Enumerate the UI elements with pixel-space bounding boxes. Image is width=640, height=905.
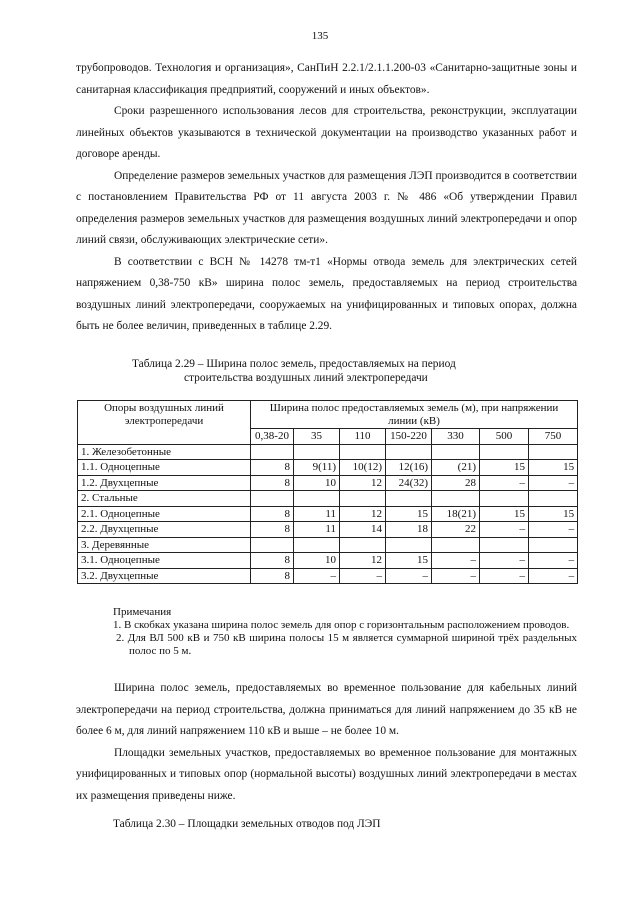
table-section-row [78, 537, 578, 553]
table-cell: (21) [432, 460, 480, 476]
table-cell [480, 491, 529, 507]
voltage-header: 35 [294, 429, 340, 445]
table-cell [294, 491, 340, 507]
table-cell: 8 [251, 568, 294, 584]
table-cell [340, 537, 386, 553]
table-cell: – [529, 553, 578, 569]
table-cell: 28 [432, 475, 480, 491]
paragraph: В соответствии с ВСН № 14278 тм-т1 «Нормы отвода земель для электрических сетей напряжением 0,38-750 кВ» ширина полос земель, предоставляемых на период строительства воздушных линий электропередачи, сооружаемых на унифицированных и типовых опорах, должна быть не более величин, приведенных в таблице 2.29. [76, 255, 577, 332]
table-cell: 15 [480, 460, 529, 476]
table-cell: 15 [386, 553, 432, 569]
table-cell: 14 [340, 522, 386, 538]
row-label: 3. Деревянные [78, 537, 251, 553]
table-cell [251, 444, 294, 460]
table-cell: 12 [340, 506, 386, 522]
table-caption [76, 357, 577, 385]
voltage-header: 150-220 [386, 429, 432, 445]
table-cell: 15 [529, 460, 578, 476]
row-label: 2.2. Двухцепные [78, 522, 251, 538]
table-cell: 10 [294, 553, 340, 569]
paragraph: Сроки разрешенного использования лесов для строительства, реконструкции, эксплуатации линейных объектов указываются в технической документации на производство указанных работ и договоре аренды. [76, 105, 577, 160]
table-cell [480, 444, 529, 460]
table-cell [529, 444, 578, 460]
table-cell: – [386, 568, 432, 584]
table-cell [251, 537, 294, 553]
table-cell: – [480, 522, 529, 538]
voltage-header: 110 [340, 429, 386, 445]
table-cell: 8 [251, 522, 294, 538]
table-cell: – [480, 568, 529, 584]
note-item: 2. Для ВЛ 500 кВ и 750 кВ ширина полосы 15 м является суммарной шириной трёх раздельных полос по 5 м. [116, 632, 577, 657]
table-section-row [78, 444, 578, 460]
table-cell: 24(32) [386, 475, 432, 491]
table-cell [386, 537, 432, 553]
body-text-top [76, 58, 577, 338]
table-cell: – [529, 522, 578, 538]
table-cell: 9(11) [294, 460, 340, 476]
table-cell [432, 444, 480, 460]
row-label: 1. Железобетонные [78, 444, 251, 460]
table-caption-line: строительства воздушных линий электропередачи [184, 372, 428, 384]
paragraph: трубопроводов. Технология и организация», СанПиН 2.2.1/2.1.1.200-03 «Санитарно-защитные зоны и санитарная классификация предприятий, сооружений и иных объектов». [76, 62, 577, 96]
voltage-header: 330 [432, 429, 480, 445]
width-table [77, 400, 578, 584]
table-cell: – [432, 553, 480, 569]
table-cell: – [480, 475, 529, 491]
notes [76, 606, 577, 658]
table-row [78, 460, 578, 476]
table-row [78, 522, 578, 538]
table-cell: 12 [340, 553, 386, 569]
table-cell: – [529, 568, 578, 584]
table-section-row [78, 491, 578, 507]
table-cell [432, 491, 480, 507]
table-cell [529, 491, 578, 507]
table-cell: 15 [529, 506, 578, 522]
table-row [78, 568, 578, 584]
table-cell: 8 [251, 553, 294, 569]
voltage-header: 500 [480, 429, 529, 445]
voltage-header: 0,38-20 [251, 429, 294, 445]
table-row [78, 553, 578, 569]
table-cell: 18 [386, 522, 432, 538]
table-cell [340, 444, 386, 460]
table-cell [386, 491, 432, 507]
table-cell: – [294, 568, 340, 584]
table-cell [251, 491, 294, 507]
paragraph: Ширина полос земель, предоставляемых во временное пользование для кабельных линий электропередачи на период строительства, должна приниматься для линий напряжением до 35 кВ не более 6 м, для линий напряжением 110 кВ и выше – не более 10 м. [76, 682, 577, 737]
table-cell: 8 [251, 475, 294, 491]
table-cell: 8 [251, 506, 294, 522]
table-cell: 12 [340, 475, 386, 491]
table-cell [386, 444, 432, 460]
table-caption-line: Таблица 2.29 – Ширина полос земель, предоставляемых на период [132, 358, 456, 370]
table-cell: 15 [480, 506, 529, 522]
table-row [78, 475, 578, 491]
table-cell: – [340, 568, 386, 584]
row-label: 3.1. Одноцепные [78, 553, 251, 569]
paragraph: Определение размеров земельных участков для размещения ЛЭП производится в соответствии с постановлением Правительства РФ от 11 августа 2003 г. № 486 «Об утверждении Правил определения размеров земельных участков для размещения воздушных линий электропередачи и опор линий связи, обслуживающих электрические сети». [76, 169, 577, 246]
table-cell: 10 [294, 475, 340, 491]
table-cell: 8 [251, 460, 294, 476]
table-cell: – [432, 568, 480, 584]
table-cell [294, 444, 340, 460]
table-cell: 10(12) [340, 460, 386, 476]
row-label: 1.1. Одноцепные [78, 460, 251, 476]
row-label: 2. Стальные [78, 491, 251, 507]
table-cell: 15 [386, 506, 432, 522]
row-label: 3.2. Двухцепные [78, 568, 251, 584]
table-caption-2: Таблица 2.30 – Площадки земельных отводов под ЛЭП [113, 818, 381, 830]
notes-heading: Примечания [113, 606, 172, 618]
note-item: 1. В скобках указана ширина полос земель для опор с горизонтальным расположением проводов. [113, 619, 570, 631]
table-cell [480, 537, 529, 553]
table-header-supports: Опоры воздушных линий электропередачи [78, 401, 251, 445]
table-header-width: Ширина полос предоставляемых земель (м), при напряжении линии (кВ) [251, 401, 578, 429]
body-text-bottom [76, 678, 577, 807]
table-cell [294, 537, 340, 553]
table-cell [432, 537, 480, 553]
row-label: 2.1. Одноцепные [78, 506, 251, 522]
table-cell: 11 [294, 506, 340, 522]
table-cell [529, 537, 578, 553]
table-cell: – [480, 553, 529, 569]
row-label: 1.2. Двухцепные [78, 475, 251, 491]
voltage-header: 750 [529, 429, 578, 445]
table-cell: 18(21) [432, 506, 480, 522]
table-cell [340, 491, 386, 507]
table-row [78, 506, 578, 522]
paragraph: Площадки земельных участков, предоставляемых во временное пользование для монтажных унифицированных и типовых опор (нормальной высоты) воздушных линий электропередачи в местах их размещения приведены ниже. [76, 746, 577, 802]
table-cell: 12(16) [386, 460, 432, 476]
table-cell: 11 [294, 522, 340, 538]
table-cell: – [529, 475, 578, 491]
page-number: 135 [311, 30, 329, 42]
table-cell: 22 [432, 522, 480, 538]
